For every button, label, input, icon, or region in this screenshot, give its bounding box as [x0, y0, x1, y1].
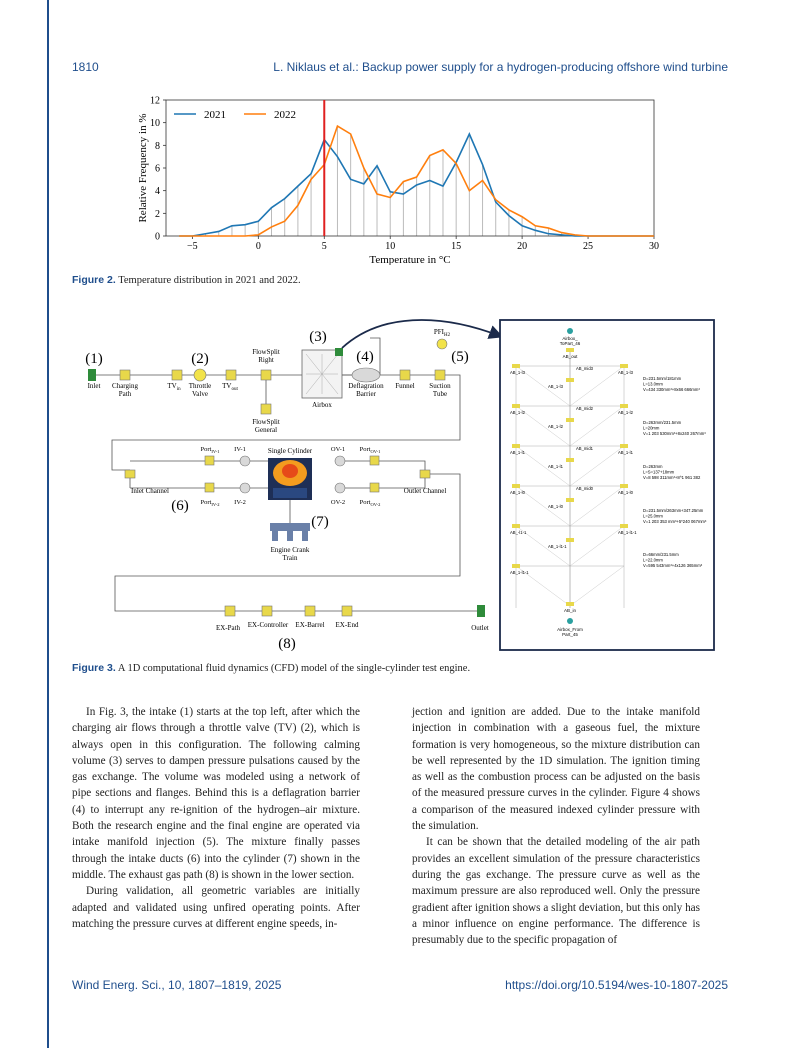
detail-top-label-2: ToPart_46	[559, 341, 581, 346]
x-tick-label: 5	[321, 241, 327, 252]
detail-node-left-label: AB_1-l1	[510, 450, 525, 455]
y-tick-label: 0	[155, 231, 160, 243]
iv2-icon	[240, 483, 250, 493]
label-flowsplit-general-2: General	[254, 426, 278, 434]
detail-top-marker	[567, 328, 573, 334]
detail-node-left	[512, 524, 520, 528]
detail-bottom-node-label: AB_in	[563, 608, 577, 613]
number-4: (4)	[356, 349, 374, 365]
label-inlet-channel: Inlet Channel	[131, 487, 169, 495]
detail-spec-text: V=434 330mm³+8x66 666mm³	[643, 387, 700, 392]
detail-node-right	[620, 364, 628, 368]
inlet-channel-icon	[125, 470, 135, 478]
label-tv-out: $TV_{out}$	[222, 382, 238, 392]
label-charging-1: Charging	[112, 382, 138, 390]
detail-spec-text: V=595 543mm³+4x126 365mm³	[643, 563, 703, 568]
detail-node-left-label: AB_1-l0	[510, 490, 525, 495]
label-airbox: Airbox	[312, 401, 332, 409]
plot-frame	[166, 100, 654, 236]
number-2: (2)	[191, 351, 209, 367]
detail-node-left-label: AB_1-l3	[510, 370, 525, 375]
detail-node-left	[512, 484, 520, 488]
figure2-caption-text: Temperature distribution in 2021 and 2022.	[118, 275, 301, 286]
airbox-port	[335, 348, 343, 356]
tv-in-icon	[172, 370, 182, 380]
detail-spec-text: L=25.0mm	[643, 513, 663, 519]
x-axis-label: Temperature in °C	[369, 254, 451, 265]
ex-controller-icon	[262, 606, 272, 616]
y-tick-label: 10	[150, 118, 160, 130]
port-ov2-icon	[370, 483, 379, 492]
footer-journal: Wind Energ. Sci., 10, 1807–1819, 2025	[72, 978, 282, 992]
x-tick-label: 15	[451, 241, 462, 252]
figure3-label: Figure 3.	[72, 662, 116, 674]
detail-spec-text: L=20mm	[643, 425, 660, 431]
page-number: 1810	[72, 60, 99, 74]
number-3: (3)	[309, 329, 327, 345]
detail-center-label: AB_mid2	[576, 406, 593, 411]
detail-node-center	[566, 418, 574, 422]
label-outlet: Outlet	[471, 624, 489, 632]
y-tick-label: 12	[150, 95, 160, 107]
label-port-ov1: Port$_{OV-1}$	[359, 446, 381, 454]
injector-icon	[437, 339, 447, 349]
detail-spec-text: V=1 203 353 mm³+5*240 067mm³	[643, 519, 707, 524]
detail-spec-text: D=263mm/231.5mm	[643, 420, 682, 425]
running-title: L. Niklaus et al.: Backup power supply for a hydrogen-producing offshore wind turbine	[273, 60, 728, 74]
label-inlet: Inlet	[87, 382, 101, 390]
detail-node-right-label: AB_1-l3	[618, 370, 633, 375]
paragraph-3: jection and ignition are added. Due to the intake manifold injection in combination with a gaseous fuel, the mixture formation is very homogeneous, so the mixture distribution can be well represented by the 1D simulation. The ignition timing as well as the combustion process can be adjusted on the basis of the measured pressure curves in the cylinder. Figure 4 shows a comparison of the measured indexed cylinder pressure with the simulation.	[412, 706, 700, 833]
y-tick-label: 2	[155, 208, 160, 220]
label-charging-2: Path	[118, 390, 132, 398]
detail-spec-text: D=66mm/231.5mm	[643, 552, 679, 557]
number-6: (6)	[171, 498, 189, 514]
label-ex-path: EX-Path	[215, 624, 241, 632]
detail-node-left	[512, 404, 520, 408]
detail-node-left	[512, 444, 520, 448]
figure3-caption	[72, 662, 470, 674]
detail-node-center-label: AB_1-l1-1	[548, 544, 567, 549]
detail-node-left-label: AB_-l1-1	[510, 530, 527, 535]
detail-node-right	[620, 524, 628, 528]
paragraph-1: In Fig. 3, the intake (1) starts at the top left, after which the charging air flows through a throttle valve (TV) (2), which is always open in this configuration. The following calming volume (3) serves to dampen pressure pulsations caused by the gas exchange. The volume was modeled using a network of pipe sections and flanges. Behind this is a deflagration barrier (4) to interrupt any re-ignition of the hydrogen–air mixture. Both the research engine and the final engine are operated via intake manifold injection (5). The mixture finally passes through the intake ducts (6) into the cylinder (7) shown in the middle. The exhaust gas path (8) is shown in the lower section.	[72, 706, 360, 881]
detail-node-left-label: AB_1-l2	[510, 410, 525, 415]
inlet-icon	[88, 369, 96, 381]
airbox-detail-panel	[500, 320, 714, 650]
detail-spec-text: D=263mm	[643, 464, 663, 469]
label-suction-1: Suction	[429, 382, 451, 390]
detail-spec-text: L=13.0mm	[643, 381, 663, 387]
port-iv1-icon	[205, 456, 214, 465]
detail-bottom-node	[566, 602, 574, 606]
suction-tube-icon	[435, 370, 445, 380]
flowsplit-general-icon	[261, 404, 271, 414]
ex-barrel-icon	[305, 606, 315, 616]
label-ov2: OV-2	[330, 499, 346, 506]
detail-spec-text: D=231.5mm/263mm+347.25mm	[643, 508, 704, 513]
label-suction-2: Tube	[432, 390, 448, 398]
detail-node-center-label: AB_1-l1	[548, 464, 563, 469]
paragraph-4: It can be shown that the detailed modeling of the air path provides an excellent simulation of the pressure characteristics during the gas exchange. The pressure curve as well as the maximum pressure are also reproduced well. Only the pressure gradient after ignition shows a slight deviation, but this only has a minor influence on engine performance. The difference is presumably due to the specific propagation of	[412, 836, 700, 947]
charging-path-icon	[120, 370, 130, 380]
detail-bottom-marker	[567, 618, 573, 624]
cfd-model-diagram	[80, 318, 720, 658]
y-tick-label: 6	[155, 163, 160, 175]
paragraph-2: During validation, all geometric variables are initially adapted and validated using unfired operating points. After matching the pressure curves at different engine speeds, in-	[72, 885, 360, 930]
detail-node-center-label: AB_1-l3	[548, 384, 563, 389]
detail-center-label: AB_mid3	[576, 366, 593, 371]
figure2-label: Figure 2.	[72, 274, 116, 286]
y-tick-label: 8	[155, 140, 160, 152]
detail-bottom-label-1: Airbox_From	[557, 627, 583, 632]
port-ov1-icon	[370, 456, 379, 465]
number-7: (7)	[311, 514, 329, 530]
funnel-icon	[400, 370, 410, 380]
detail-bottom-label-2: Part_45	[562, 632, 578, 637]
figure2-caption	[72, 274, 301, 286]
airbox-mesh	[306, 354, 338, 394]
detail-node-left-label: AB_1-l1-1	[510, 570, 529, 575]
detail-spec-text: D=231.5mm/181mm	[643, 376, 682, 381]
x-tick-label: 25	[583, 241, 594, 252]
crank-train-icon	[270, 523, 310, 541]
detail-node-center	[566, 458, 574, 462]
port-iv2-icon	[205, 483, 214, 492]
detail-top-label-1: Airbox_	[562, 336, 578, 341]
label-ex-barrel: EX-Barrel	[295, 621, 325, 629]
label-ex-end: EX-End	[335, 621, 359, 629]
label-tv-in: $TV_{in}$	[167, 382, 181, 392]
detail-node-right	[620, 484, 628, 488]
detail-spec-text: V=8 598 311mm³+8^1 961 382	[643, 475, 701, 480]
temperature-chart	[130, 90, 690, 265]
number-1: (1)	[85, 351, 103, 367]
ov2-icon	[335, 483, 345, 493]
cylinder-core	[282, 464, 298, 478]
body-column-right	[412, 704, 700, 948]
label-flowsplit-right-2: Right	[258, 356, 274, 364]
detail-center-label: AB_mid1	[576, 446, 593, 451]
detail-top-node	[566, 348, 574, 352]
detail-node-center	[566, 378, 574, 382]
label-crank-2: Train	[282, 554, 298, 562]
detail-node-left	[512, 564, 520, 568]
body-column-left	[72, 704, 360, 932]
legend-label: 2022	[274, 109, 296, 121]
number-5: (5)	[451, 349, 469, 365]
outlet-channel-icon	[420, 470, 430, 478]
tv-out-icon	[226, 370, 236, 380]
flowsplit-right-icon	[261, 370, 271, 380]
ex-path-icon	[225, 606, 235, 616]
detail-spec-text: V=1 203 530mm³+8x240 267mm³	[643, 431, 706, 436]
outlet-icon	[477, 605, 485, 617]
label-single-cylinder: Single Cylinder	[267, 447, 313, 455]
x-tick-label: 30	[649, 241, 659, 252]
y-axis-label: Relative Frequency in %	[137, 113, 149, 223]
ov1-icon	[335, 456, 345, 466]
detail-node-right-label: AB_1-l0	[618, 490, 633, 495]
x-tick-label: −5	[187, 241, 198, 252]
detail-node-right-label: AB_1-l2	[618, 410, 633, 415]
detail-node-right	[620, 444, 628, 448]
label-throttle-1: Throttle	[188, 382, 212, 390]
detail-center-label: AB_mid0	[576, 486, 593, 491]
label-iv2: IV-2	[234, 499, 246, 506]
ex-end-icon	[342, 606, 352, 616]
detail-node-left	[512, 364, 520, 368]
detail-node-center-label: AB_1-l2	[548, 424, 563, 429]
detail-top-node-label: AB_out	[562, 354, 578, 359]
detail-node-center	[566, 498, 574, 502]
detail-node-right	[620, 404, 628, 408]
figure3-caption-text: A 1D computational fluid dynamics (CFD) model of the single-cylinder test engine.	[117, 663, 471, 674]
throttle-valve-icon	[194, 369, 206, 381]
x-tick-label: 0	[255, 241, 261, 252]
legend-label: 2021	[204, 109, 226, 121]
iv1-icon	[240, 456, 250, 466]
label-flowsplit-general-1: FlowSplit	[252, 418, 280, 426]
label-funnel: Funnel	[395, 382, 415, 390]
number-8: (8)	[278, 636, 296, 652]
piston	[273, 488, 307, 498]
footer-doi: https://doi.org/10.5194/wes-10-1807-2025	[505, 978, 728, 992]
y-tick-label: 4	[155, 186, 160, 198]
label-port-iv1: Port$_{IV-1}$	[200, 446, 220, 454]
detail-node-center	[566, 538, 574, 542]
label-ov1: OV-1	[330, 446, 346, 453]
label-throttle-2: Valve	[192, 390, 208, 398]
detail-node-right-label: AB_1-l1-1	[618, 530, 637, 535]
deflagration-barrier-icon	[352, 368, 380, 382]
label-outlet-channel: Outlet Channel	[403, 487, 447, 495]
detail-spec-text: L=22.0mm	[643, 557, 663, 563]
x-tick-label: 20	[517, 241, 528, 252]
label-port-iv2: Port$_{IV-2}$	[200, 499, 220, 507]
detail-node-center-label: AB_1-l0	[548, 504, 563, 509]
label-iv1: IV-1	[234, 446, 246, 453]
label-deflagration-1: Deflagration	[348, 382, 384, 390]
margin-rule	[47, 0, 49, 1048]
label-crank-1: Engine Crank	[270, 546, 310, 554]
zoom-arrow	[342, 320, 500, 348]
detail-node-right-label: AB_1-l1	[618, 450, 633, 455]
label-pfi: $PFI_{H2}$	[433, 328, 451, 338]
x-tick-label: 10	[385, 241, 396, 252]
label-deflagration-2: Barrier	[356, 390, 376, 398]
label-flowsplit-right-1: FlowSplit	[252, 348, 280, 356]
detail-spec-text: L=S=137+18mm	[643, 469, 675, 475]
label-port-ov2: Port$_{OV-2}$	[359, 499, 381, 507]
label-ex-controller: EX-Controller	[247, 621, 289, 629]
